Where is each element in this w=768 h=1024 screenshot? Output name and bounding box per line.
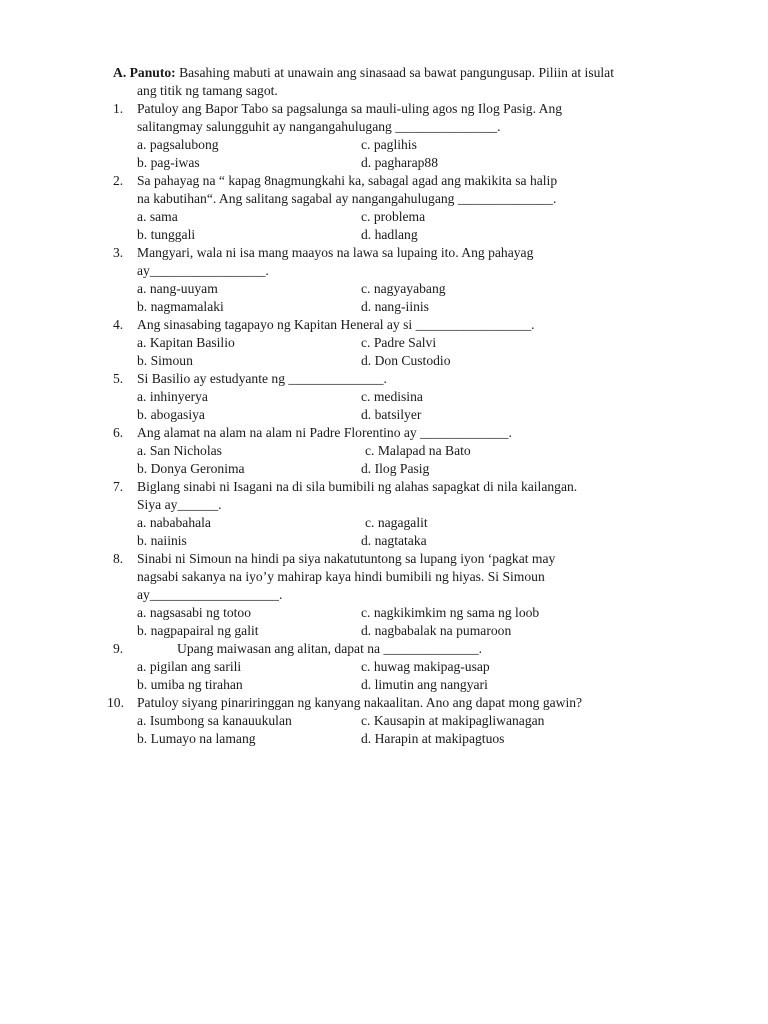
question-number: 9. <box>113 641 124 656</box>
question-item <box>113 100 673 172</box>
question-number: 7. <box>113 479 124 494</box>
instructions-line-2: ang titik ng tamang sagot. <box>137 83 278 98</box>
question-item <box>113 316 673 370</box>
choice-b: b. Simoun <box>137 353 193 368</box>
question-item <box>107 694 673 748</box>
question-text: Upang maiwasan ang alitan, dapat na ______________. <box>177 641 483 656</box>
instructions-label: A. Panuto: <box>113 65 176 80</box>
choice-a: a. San Nicholas <box>137 443 222 458</box>
choice-a: a. Kapitan Basilio <box>137 335 235 350</box>
question-text: ay___________________. <box>137 587 283 602</box>
question-item <box>113 370 673 424</box>
choice-b: b. nagpapairal ng galit <box>137 623 259 638</box>
instructions-line <box>113 64 673 82</box>
choice-b: b. naiinis <box>137 533 187 548</box>
choice-c: c. Malapad na Bato <box>365 443 471 458</box>
choice-c: c. problema <box>361 209 426 224</box>
question-number: 6. <box>113 425 124 440</box>
choice-d: d. batsilyer <box>361 407 422 422</box>
question-item <box>113 640 673 694</box>
question-text: Ang sinasabing tagapayo ng Kapitan Heneral ay si _________________. <box>137 317 535 332</box>
choice-c: c. huwag makipag-usap <box>361 659 490 674</box>
question-text: nagsabi sakanya na iyo’y mahirap kaya hindi bumibili ng hiyas. Si Simoun <box>137 569 545 584</box>
choice-c: c. nagagalit <box>365 515 428 530</box>
choice-b: b. abogasiya <box>137 407 205 422</box>
choice-b: b. pag-iwas <box>137 155 200 170</box>
choice-a: a. inhinyerya <box>137 389 208 404</box>
question-text: Sa pahayag na “ kapag 8nagmungkahi ka, sabagal agad ang makikita sa halip <box>137 173 558 188</box>
question-number: 4. <box>113 317 124 332</box>
choice-a: a. pigilan ang sarili <box>137 659 242 674</box>
choice-b: b. Lumayo na lamang <box>137 731 256 746</box>
question-item <box>113 478 673 550</box>
question-text: Sinabi ni Simoun na hindi pa siya nakatutuntong sa lupang iyon ‘pagkat may <box>137 551 556 566</box>
choice-b: b. umiba ng tirahan <box>137 677 243 692</box>
choice-a: a. nang-uuyam <box>137 281 218 296</box>
choice-b: b. nagmamalaki <box>137 299 224 314</box>
choice-d: d. limutin ang nangyari <box>361 677 488 692</box>
choice-d: d. hadlang <box>361 227 418 242</box>
choice-a: a. Isumbong sa kanauukulan <box>137 713 292 728</box>
question-text: Siya ay______. <box>137 497 222 512</box>
question-number: 2. <box>113 173 124 188</box>
choice-d: d. Don Custodio <box>361 353 451 368</box>
instructions-text: Basahing mabuti at unawain ang sinasaad sa bawat pangungusap. Piliin at isulat <box>175 65 614 80</box>
question-item <box>113 424 673 478</box>
question-item <box>113 244 673 316</box>
question-text: Patuloy ang Bapor Tabo sa pagsalunga sa mauli-uling agos ng Ilog Pasig. Ang <box>137 101 563 116</box>
question-item <box>113 172 673 244</box>
question-number: 5. <box>113 371 124 386</box>
choice-d: d. Harapin at makipagtuos <box>361 731 505 746</box>
choice-b: b. Donya Geronima <box>137 461 245 476</box>
choice-d: d. nang-iinis <box>361 299 429 314</box>
question-item <box>113 550 673 640</box>
question-text: Patuloy siyang pinariringgan ng kanyang nakaalitan. Ano ang dapat mong gawin? <box>137 695 583 710</box>
choice-c: c. nagyayabang <box>361 281 446 296</box>
question-text: ay_________________. <box>137 263 269 278</box>
choice-c: c. Kausapin at makipagliwanagan <box>361 713 545 728</box>
worksheet <box>107 64 673 748</box>
question-text: Mangyari, wala ni isa mang maayos na lawa sa lupaing ito. Ang pahayag <box>137 245 534 260</box>
choice-a: a. pagsalubong <box>137 137 219 152</box>
choice-d: d. nagtataka <box>361 533 427 548</box>
choice-a: a. nagsasabi ng totoo <box>137 605 252 620</box>
choice-d: d. Ilog Pasig <box>361 461 430 476</box>
question-text: Ang alamat na alam na alam ni Padre Florentino ay _____________. <box>137 425 512 440</box>
question-number: 3. <box>113 245 124 260</box>
choice-a: a. sama <box>137 209 178 224</box>
choice-c: c. nagkikimkim ng sama ng loob <box>361 605 540 620</box>
choice-b: b. tunggali <box>137 227 196 242</box>
choice-c: c. medisina <box>361 389 423 404</box>
choice-c: c. Padre Salvi <box>361 335 437 350</box>
question-text: Biglang sinabi ni Isagani na di sila bumibili ng alahas sapagkat di nila kailangan. <box>137 479 578 494</box>
question-text: na kabutihan“. Ang salitang sagabal ay nangangahulugang ______________. <box>137 191 557 206</box>
question-number: 10. <box>107 695 124 710</box>
question-text: salitangmay salungguhit ay nangangahulugang _______________. <box>137 119 501 134</box>
choice-d: d. nagbabalak na pumaroon <box>361 623 512 638</box>
choice-a: a. nababahala <box>137 515 211 530</box>
question-number: 1. <box>113 101 124 116</box>
question-text: Si Basilio ay estudyante ng ______________. <box>137 371 387 386</box>
choice-c: c. paglihis <box>361 137 417 152</box>
question-number: 8. <box>113 551 124 566</box>
choice-d: d. pagharap88 <box>361 155 439 170</box>
